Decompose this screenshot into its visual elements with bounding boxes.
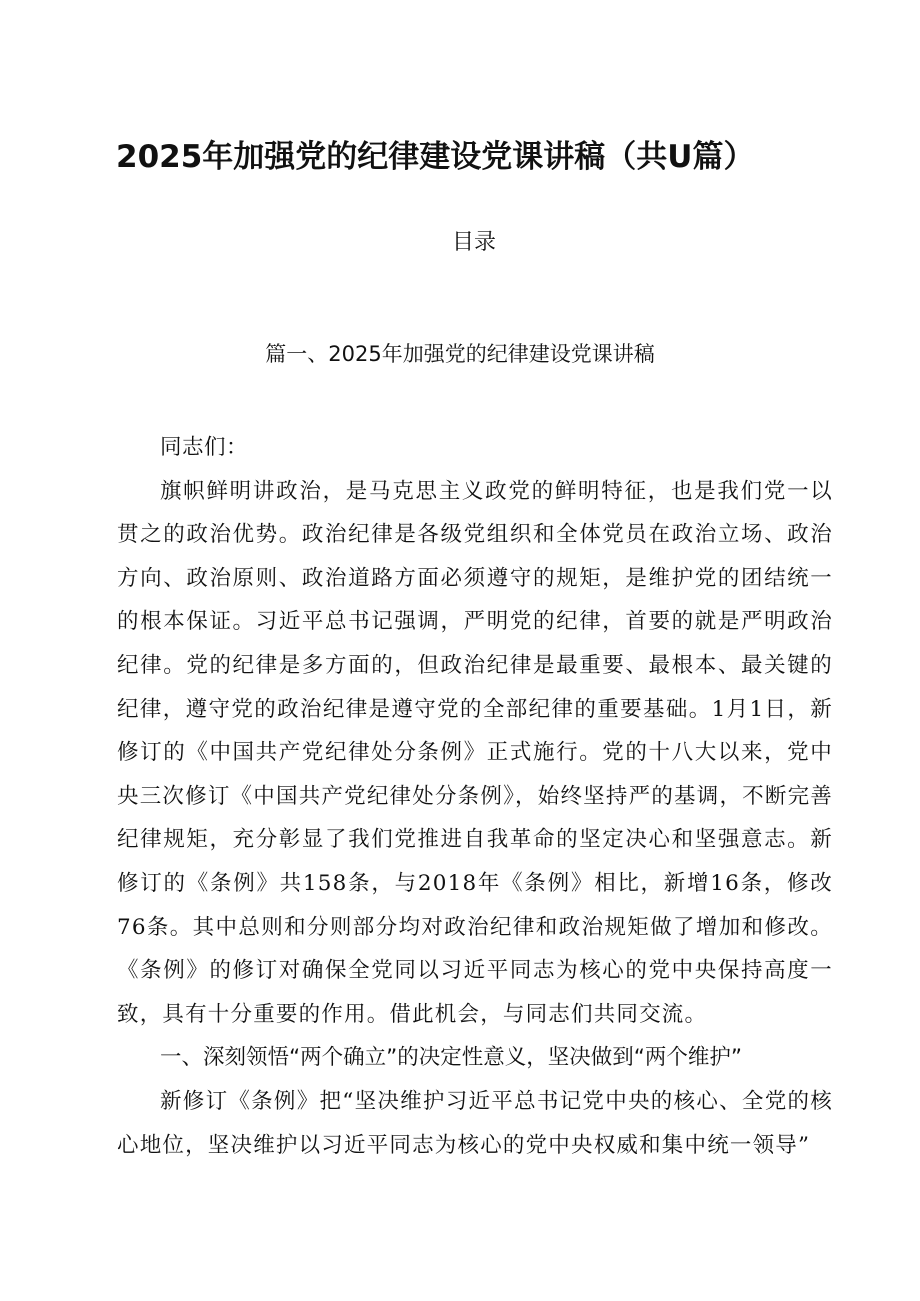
paragraph: 新修订《条例》把“坚决维护习近平总书记党中央的核心、全党的核心地位，坚决维护以习近平同志为核心的党中央权威和集中统一领导” bbox=[117, 1088, 833, 1158]
toc-heading: 目录 bbox=[451, 230, 496, 255]
toc-item[interactable]: 篇一、2025年加强党的纪律建设党课讲稿 bbox=[265, 342, 655, 366]
paragraph: 旗帜鲜明讲政治，是马克思主义政党的鲜明特征，也是我们党一以贯之的政治优势。政治纪律是各级党组织和全体党员在政治立场、政治方向、政治原则、政治道路方面必须遵守的规矩，是维护党的团结统一的根本保证。习近平总书记强调，严明党的纪律，首要的就是严明政治纪律。党的纪律是多方面的，但政治纪律是最重要、最根本、最关键的纪律，遵守党的政治纪律是遵守党的全部纪律的重要基础。1月1日，新修订的《中国共产党纪律处分条例》正式施行。党的十八大以来，党中央三次修订《中国共产党纪律处分条例》，始终坚持严的基调，不断完善纪律规矩，充分彰显了我们党推进自我革命的坚定决心和坚强意志。新修订的《条例》共158条，与2018年《条例》相比，新增16条，修改76条。其中总则和分则部分均对政治纪律和政治规矩做了增加和修改。《条例》的修订对确保全党同以习近平同志为核心的党中央保持高度一致，具有十分重要的作用。借此机会，与同志们共同交流。 bbox=[117, 478, 833, 1027]
section-heading: 一、深刻领悟“两个确立”的决定性意义，坚决做到“两个维护” bbox=[160, 1045, 743, 1071]
salutation: 同志们： bbox=[160, 435, 249, 460]
document-title: 2025年加强党的纪律建设党课讲稿（共U篇） bbox=[116, 139, 755, 175]
body-text bbox=[117, 426, 833, 1167]
